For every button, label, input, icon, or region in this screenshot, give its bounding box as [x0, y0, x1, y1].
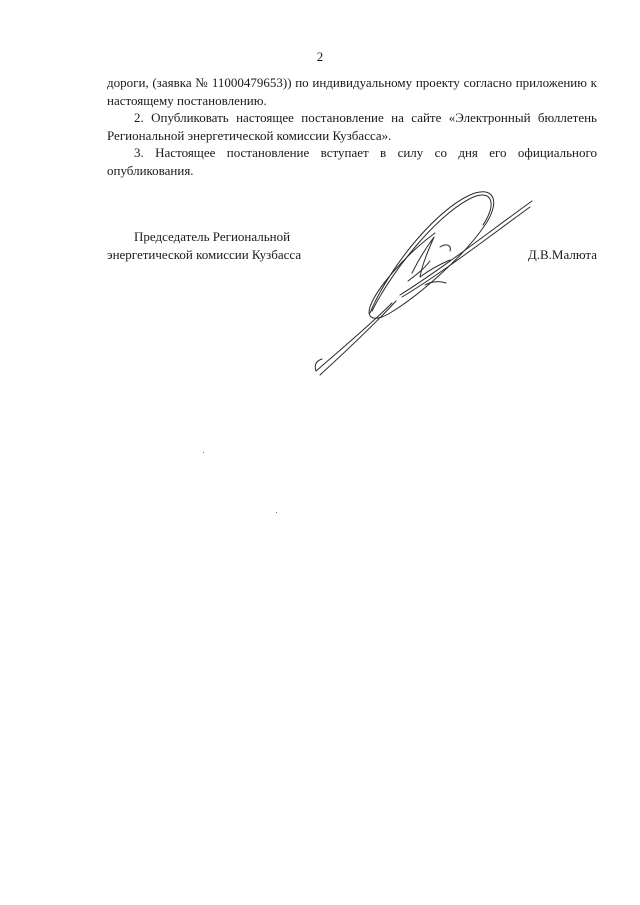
signatory-title-line-2: энергетической комиссии Кузбасса [107, 246, 302, 262]
handwritten-signature [300, 185, 540, 385]
paragraph-publish: 2. Опубликовать настоящее постановление на сайте «Электронный бюллетень Региональной энергетической комиссии Кузбасса». [107, 110, 597, 143]
page-number: 2 [316, 49, 324, 64]
paragraph-effective-date: 3. Настоящее постановление вступает в силу со дня его официального опубликования. [107, 145, 597, 178]
paragraph-continuation: дороги, (заявка № 11000479653)) по индивидуальному проекту согласно приложению к настоящему постановлению. [107, 75, 597, 108]
signatory-title-line-1: Председатель Региональной [134, 229, 291, 244]
document-body [107, 74, 597, 179]
scan-speck [203, 452, 204, 453]
scan-speck [276, 512, 277, 513]
signatory-name: Д.В.Малюта [527, 246, 597, 262]
